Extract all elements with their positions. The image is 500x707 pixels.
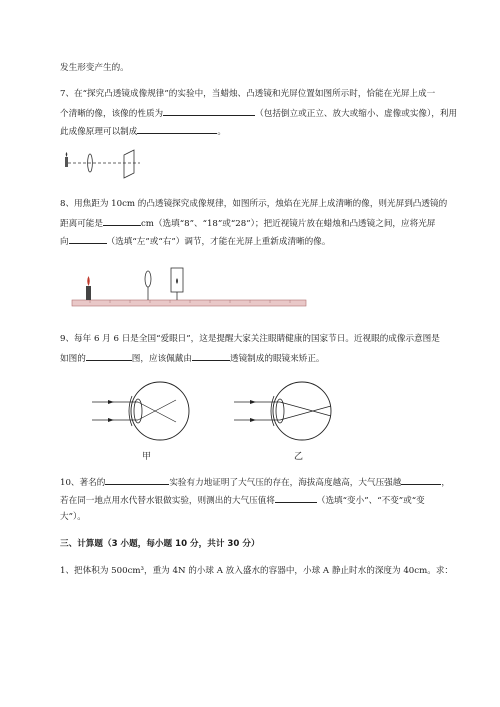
optical-bench-figure	[70, 262, 310, 312]
calc-question-1: 1、把体积为 500cm³，重为 4N 的小球 A 放入盛水的容器中，小球 A 静止时水的深度为 40cm。求：	[60, 566, 454, 576]
convex-lens-icon	[145, 271, 151, 287]
flame-icon	[87, 276, 90, 286]
arrow-icon	[108, 418, 114, 422]
answer-blank[interactable]	[105, 475, 169, 485]
question-10-line-1	[60, 475, 450, 489]
light-ray	[138, 400, 176, 420]
eye-diagram-yi	[230, 378, 340, 448]
answer-blank[interactable]	[137, 124, 217, 134]
q8-text: cm（选填“8”、“18”或“28”）；把近视镜片放在蜡烛和凸透镜之间，应将光屏	[140, 219, 436, 229]
candle-icon	[65, 157, 68, 167]
question-7-line-2	[60, 106, 457, 120]
q10-text: 若在同一地点用水代替水银做实验，则测出的大气压值将	[60, 496, 275, 506]
answer-blank[interactable]	[103, 216, 141, 226]
answer-blank[interactable]	[192, 351, 230, 361]
section-heading: 三、计算题（3 小题，每小题 10 分，共计 30 分）	[60, 539, 260, 549]
answer-blank[interactable]	[401, 475, 441, 485]
q9-text: 透镜制成的眼镜来矫正。	[229, 354, 325, 364]
answer-blank[interactable]	[275, 493, 317, 503]
question-8-line-1: 8、用焦距为 10cm 的凸透镜探究成像规律，如图所示，烛焰在光屏上成清晰的像，则光屏到凸透镜的	[60, 199, 448, 209]
q8-text: 向	[60, 237, 69, 247]
answer-blank[interactable]	[163, 106, 255, 116]
q7-text: （包括倒立或正立、放大或缩小、虚像或实像），利用	[255, 109, 458, 119]
question-10-line-3: 大”）。	[60, 512, 86, 522]
arrow-icon	[250, 418, 256, 422]
light-ray	[280, 406, 331, 420]
question-7-line-1: 7、在“探究凸透镜成像规律”的实验中，当蜡烛、凸透镜和光屏位置如图所示时，恰能在光屏上成一	[60, 89, 436, 99]
eye-diagram-jia	[88, 378, 208, 448]
cornea-icon	[129, 396, 132, 426]
question-7-line-3	[60, 124, 226, 138]
q10-text: 10、著名的	[60, 478, 106, 488]
q10-text: 实验有力地证明了大气压的存在，海拔高度越高，大气压强越	[169, 478, 402, 488]
optical-bench	[72, 300, 306, 306]
q9-text: 如图的	[60, 354, 86, 364]
question-9-line-1: 9、每年 6 月 6 日是全国“爱眼日”，这是提醒大家关注眼睛健康的国家节日。近视眼的成像示意图是	[60, 334, 440, 344]
q10-text: （选填“变小”、“不变”或“变	[316, 496, 425, 506]
q8-text: 距离可能是	[60, 219, 103, 229]
answer-blank[interactable]	[86, 351, 132, 361]
q7-text: 个清晰的像，该像的性质为	[60, 109, 164, 119]
lens-experiment-figure	[60, 145, 160, 183]
q7-text: 。	[217, 127, 226, 137]
q7-text: 此成像原理可以制成	[60, 127, 138, 137]
answer-blank[interactable]	[69, 234, 107, 244]
eyeball-icon	[273, 382, 331, 440]
text-line: 发生形变产生的。	[60, 63, 129, 73]
figure-label-jia: 甲	[142, 452, 152, 462]
q8-text: （选填“左”或“右”）调节，才能在光屏上重新成清晰的像。	[106, 237, 331, 247]
flame-icon	[66, 152, 68, 157]
arrow-icon	[108, 400, 114, 404]
light-ray	[138, 402, 176, 422]
light-ray	[280, 402, 331, 416]
question-9-line-2	[60, 351, 325, 365]
screen-icon	[124, 150, 134, 178]
eye-lens-icon	[134, 399, 142, 423]
arrow-icon	[250, 400, 256, 404]
cornea-icon	[271, 396, 274, 426]
question-8-line-2	[60, 216, 435, 230]
figure-label-yi: 乙	[294, 452, 304, 462]
candle-icon	[86, 286, 91, 300]
question-8-line-3	[60, 234, 330, 248]
q10-text: ，	[441, 478, 450, 488]
q9-text: 图，应该佩戴由	[131, 354, 192, 364]
question-10-line-2	[60, 493, 425, 507]
eyeball-icon	[131, 382, 189, 440]
